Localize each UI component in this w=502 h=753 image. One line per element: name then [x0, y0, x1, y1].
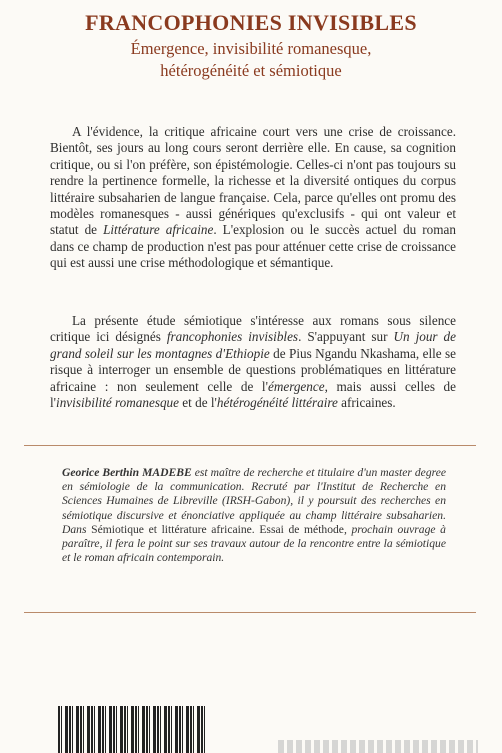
p2-text-b: . S'appuyant sur [298, 329, 394, 345]
bio-text-c: , prochain ouvrage à paraître, il fera le point sur ses travaux autour de la rencontre entre la sémiotique et le roman africain contemporain. [62, 522, 446, 565]
summary-paragraph-2 [50, 313, 456, 411]
p2-text-e: et de l' [179, 395, 217, 411]
p2-italic-a: francophonies invisibles [166, 329, 299, 345]
bio-text-a: est maître de recherche et titulaire d'un master degree en sémiologie de la communication. Recruté par l'Institut de Recherche en Sciences Humaines de Libreville (IRSH-Gabon), il y poursuit des recherches en sémiotique discursive et énonciative appliquée au champ littéraire subsaharien. Dans [62, 466, 446, 536]
barcode [58, 706, 208, 753]
isbn-fragment [278, 740, 478, 753]
p1-italic: Littérature africaine [103, 222, 214, 238]
p2-text-a: La présente étude sémiotique s'intéresse aux romans sous silence critique ici désignés [50, 313, 456, 345]
author-bio [62, 466, 446, 565]
divider-top [24, 445, 476, 446]
bio-book-title: Sémiotique et littérature africaine. Essai de méthode [91, 522, 344, 536]
p1-text-b: . L'explosion ou le succès actuel du roman dans ce champ de production n'est pas pour atténuer cette crise de croissance qui est aussi une crise méthodologique et sémantique. [50, 222, 456, 271]
summary-paragraph-1 [50, 124, 456, 272]
p2-text-d: , mais aussi celles de l' [50, 378, 457, 411]
author-name: Georice Berthin MADEBE [62, 466, 192, 479]
p2-text-f: africaines. [337, 395, 396, 411]
book-subtitle [0, 38, 502, 82]
p2-italic-b: Un jour de grand soleil sur les montagnes d'Ethiopie [50, 329, 456, 361]
p1-text-a: A l'évidence, la critique africaine court vers une crise de croissance. Bientôt, ses jours au long cours seront derrière elle. En cause, sa cognition critique, ou si l'on préfère, son épistémologie. Celles-ci n'ont pas toujours su rendre la pertinence formelle, la richesse et la diversité ontiques du corpus littéraire subsaharien de langue française. Cela, parce qu'elles ont promu des modèles romanesques - aussi génériques qu'exclusifs - qui ont valeur et statut de [50, 124, 456, 238]
p2-text-c: de Pius Ngandu Nkashama, elle se risque à interroger un ensemble de questions problématiques en littérature africaine : non seulement celle de l' [50, 345, 456, 394]
book-title: FRANCOPHONIES INVISIBLES [85, 10, 417, 35]
divider-bottom [24, 612, 476, 613]
p2-italic-d: invisibilité romanesque [56, 395, 179, 411]
subtitle-line-2: hétérogénéité et sémiotique [160, 61, 342, 80]
subtitle-line-1: Émergence, invisibilité romanesque, [130, 39, 372, 58]
p2-italic-e: hétérogénéité littéraire [216, 395, 338, 411]
p2-italic-c: émergence [267, 378, 325, 394]
